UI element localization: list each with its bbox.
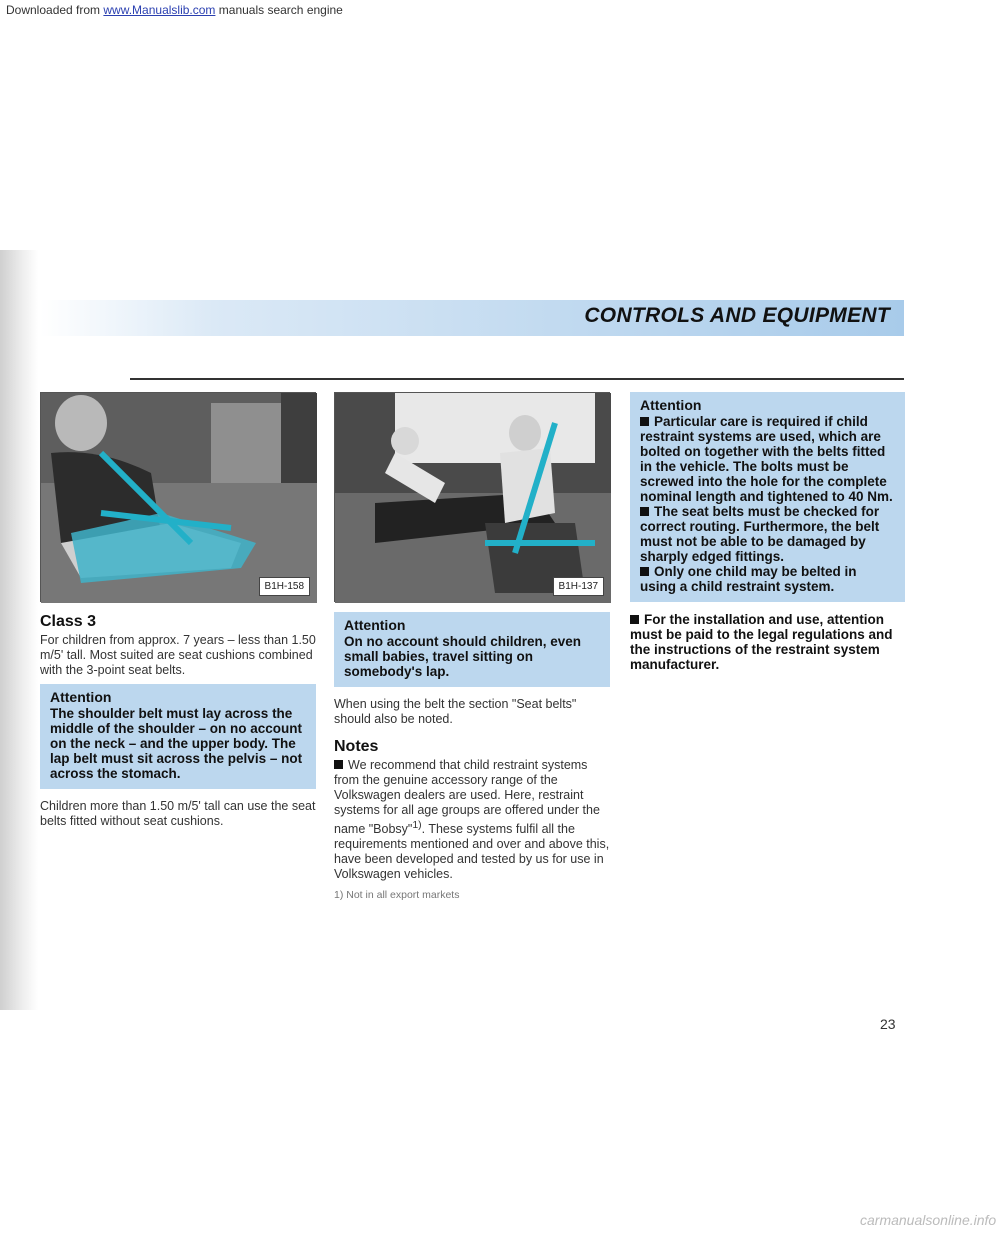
attention-box-lap-travel bbox=[334, 612, 610, 687]
bullet-icon bbox=[640, 417, 649, 426]
attention-item: Particular care is required if child restraint systems are used, which are bolted on together with the belts fitted in the vehicle. The bolts must be screwed into the hole for the complete nominal length and tightened to 40 Nm. bbox=[640, 414, 893, 504]
bullet-icon bbox=[640, 567, 649, 576]
column-1 bbox=[40, 392, 316, 835]
attention-title: Attention bbox=[50, 689, 112, 705]
attention-text: On no account should children, even small babies, travel sitting on somebody's lap. bbox=[344, 634, 582, 679]
seat-belts-reference: When using the belt the section "Seat belts" should also be noted. bbox=[334, 697, 577, 726]
figure-child-booster-seat bbox=[40, 392, 316, 602]
installation-note: For the installation and use, attention must be paid to the legal regulations and the instructions of the restraint system manufacturer. bbox=[630, 612, 893, 672]
footnote-marker: 1) bbox=[412, 820, 422, 831]
section-header-band bbox=[40, 300, 904, 336]
child-on-lap-illustration bbox=[335, 393, 611, 603]
page-binding-shadow bbox=[0, 250, 38, 1010]
bullet-icon bbox=[334, 760, 343, 769]
class-3-heading: Class 3 bbox=[40, 613, 97, 630]
attention-box-restraint-systems bbox=[630, 392, 905, 602]
watermark: carmanualsonline.info bbox=[860, 1212, 996, 1228]
bullet-icon bbox=[630, 615, 639, 624]
section-title: CONTROLS AND EQUIPMENT bbox=[584, 304, 890, 327]
notes-heading: Notes bbox=[334, 738, 379, 755]
footnote: 1) Not in all export markets bbox=[334, 889, 460, 902]
attention-box-shoulder-belt bbox=[40, 684, 316, 789]
figure-label: B1H-137 bbox=[553, 577, 604, 596]
child-booster-seat-illustration bbox=[41, 393, 317, 603]
header-rule bbox=[130, 378, 904, 380]
page-number: 23 bbox=[880, 1016, 896, 1032]
tall-children-note: Children more than 1.50 m/5' tall can use the seat belts fitted without seat cushions. bbox=[40, 799, 316, 828]
attention-item: The seat belts must be checked for correct routing. Furthermore, the belt must not be able to be damaged by sharply edged fittings. bbox=[640, 504, 880, 564]
figure-label: B1H-158 bbox=[259, 577, 310, 596]
class-3-description: For children from approx. 7 years – less than 1.50 m/5' tall. Most suited are seat cushions combined with the 3-point seat belts. bbox=[40, 633, 316, 677]
figure-child-on-lap bbox=[334, 392, 610, 602]
download-credit: Downloaded from www.Manualslib.com manuals search engine bbox=[6, 3, 343, 17]
attention-title: Attention bbox=[640, 397, 702, 413]
bullet-icon bbox=[640, 507, 649, 516]
manualslib-link[interactable]: www.Manualslib.com bbox=[103, 3, 216, 17]
notes-paragraph: We recommend that child restraint systems from the genuine accessory range of the Volkswagen dealers are used. Here, restraint systems for all age groups are offered under the name "Bobsy"$^{1)}$. These systems fulfil all the requirements mentioned and over and above this, have been developed and tested by us for use in Volkswagen vehicles. bbox=[334, 758, 610, 882]
column-2 bbox=[334, 392, 610, 903]
attention-text: The shoulder belt must lay across the middle of the shoulder – on no account on the neck – and the upper body. The lap belt must sit across the pelvis – not across the stomach. bbox=[50, 706, 303, 781]
attention-title: Attention bbox=[344, 617, 406, 633]
attention-item: Only one child may be belted in using a child restraint system. bbox=[640, 564, 857, 594]
column-3 bbox=[630, 392, 905, 678]
